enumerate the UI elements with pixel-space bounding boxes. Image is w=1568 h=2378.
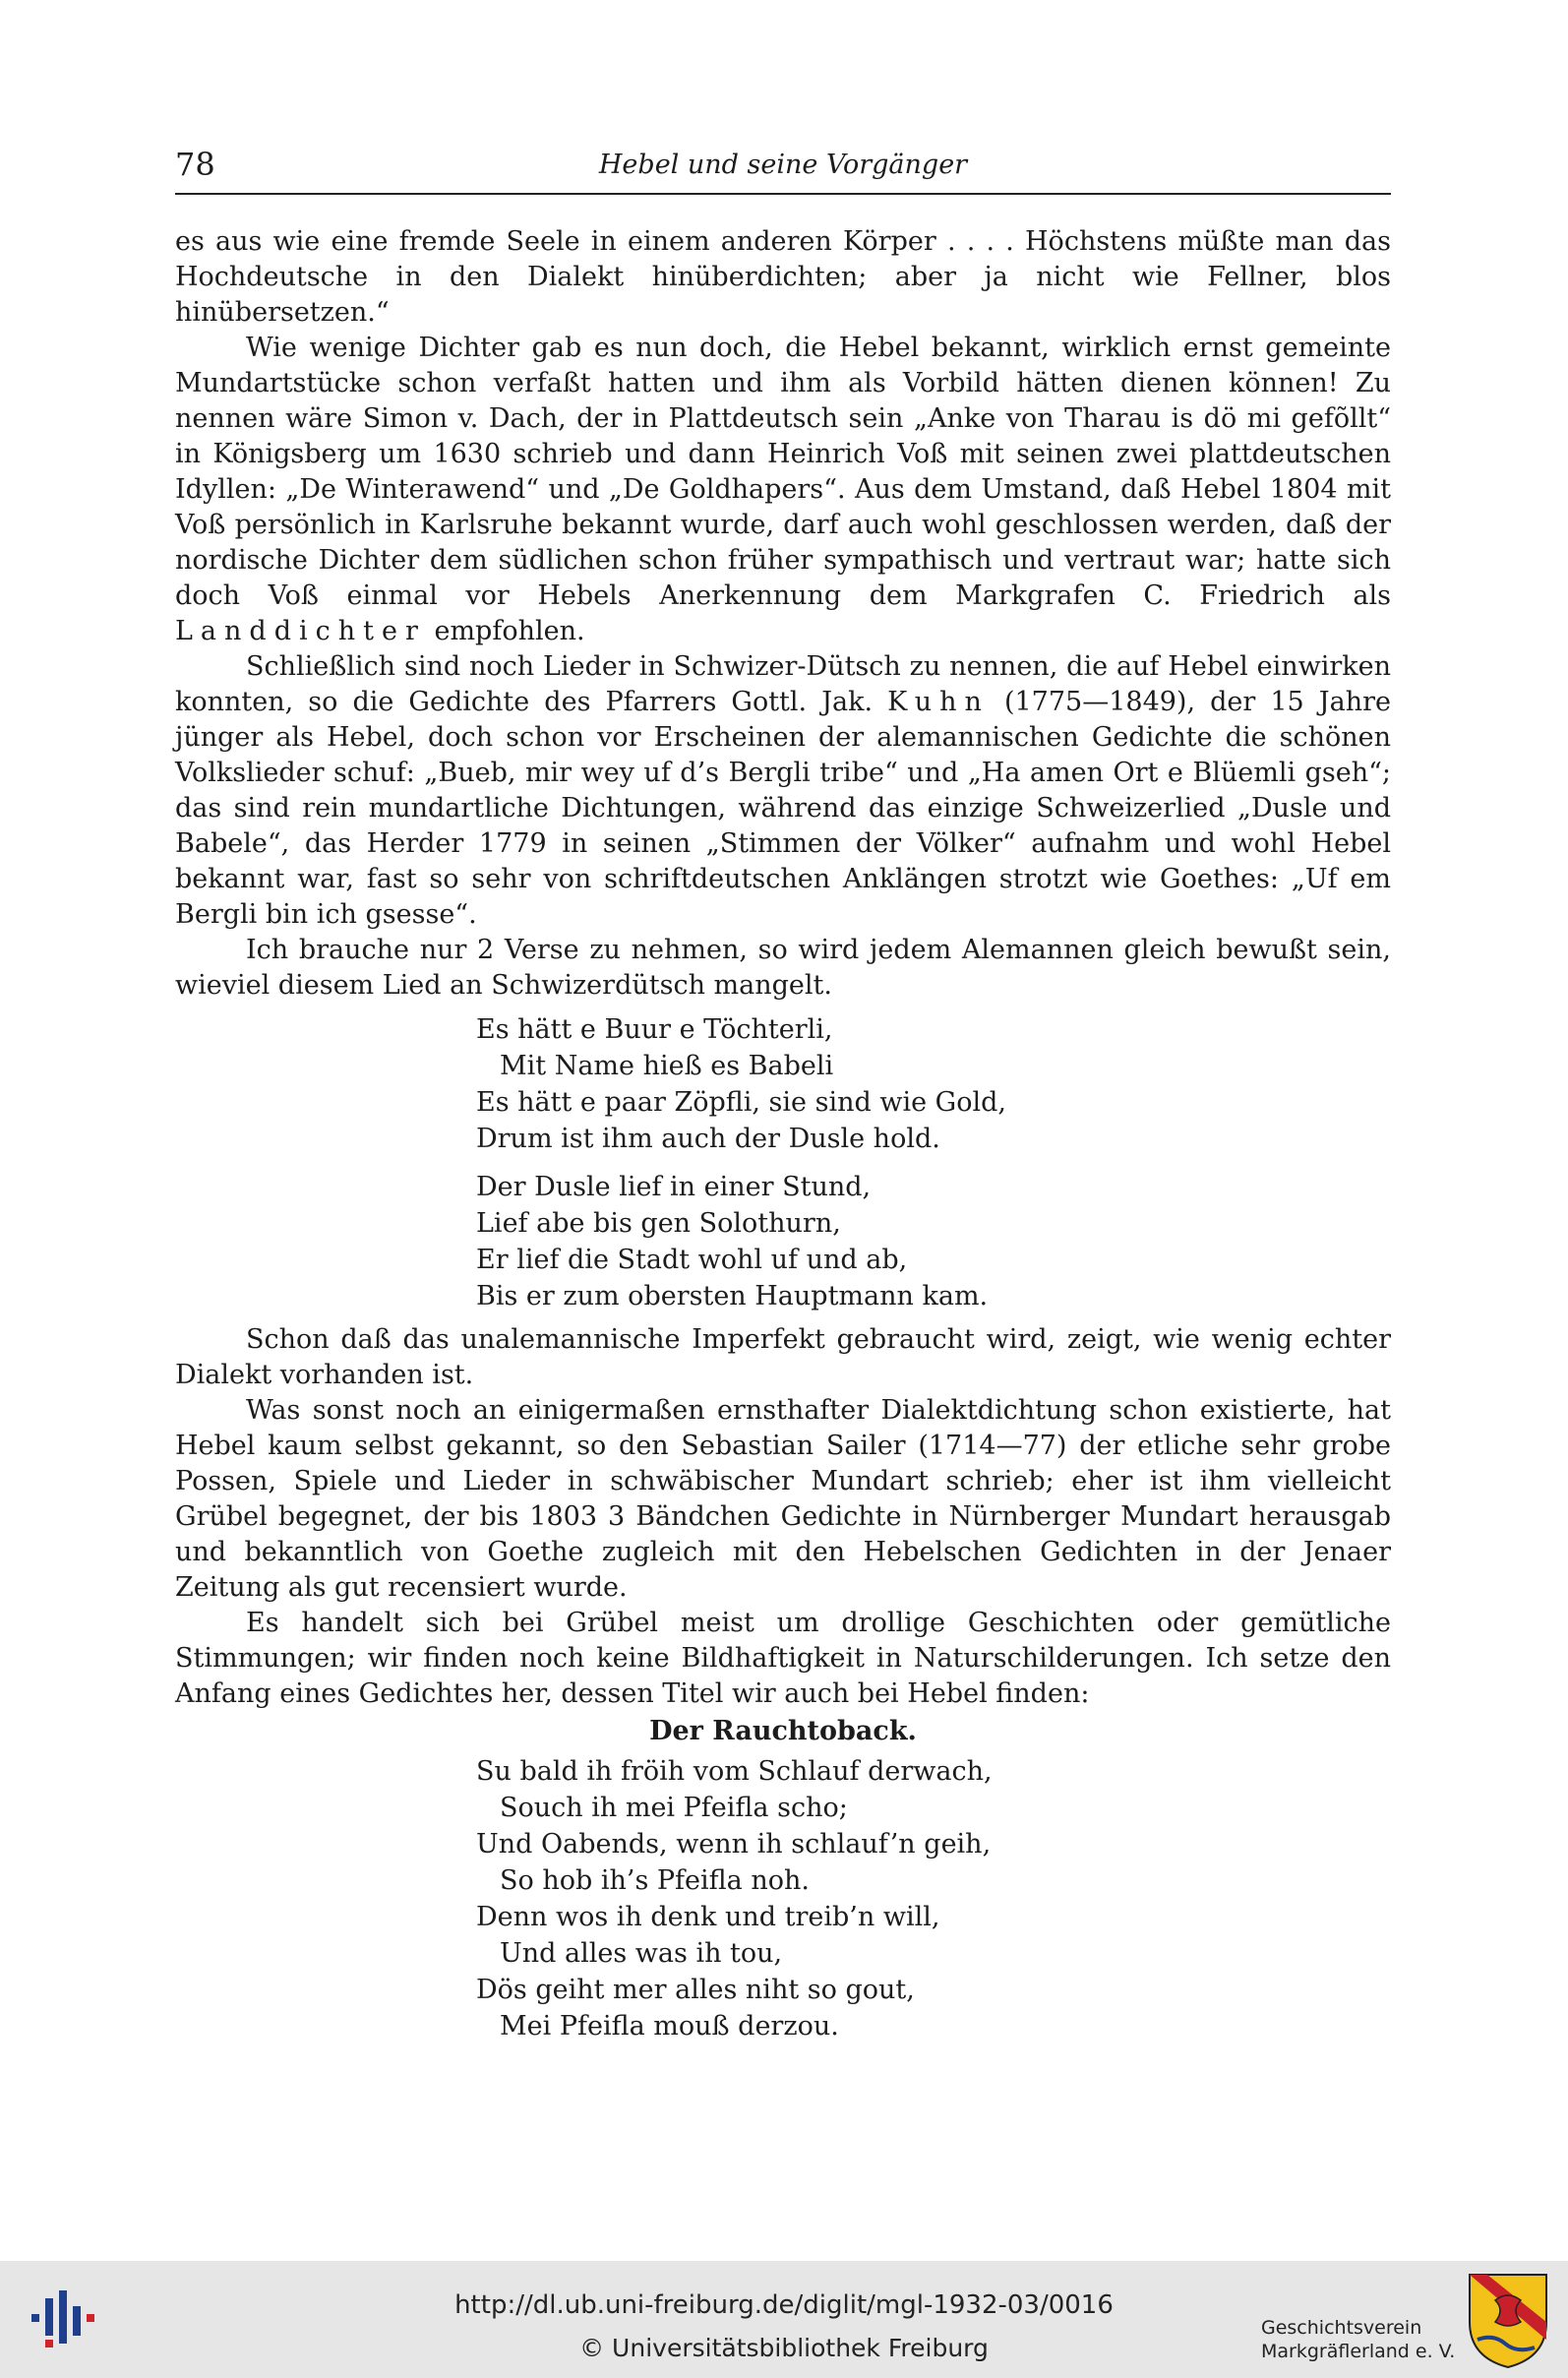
- verse-line: Bis er zum obersten Hauptmann kam.: [476, 1281, 989, 1311]
- page-header: [175, 146, 1391, 191]
- organization-name: Geschichtsverein Markgräflerland e. V.: [1261, 2317, 1456, 2362]
- footer-bar: [0, 2261, 1568, 2378]
- paragraph: Wie wenige Dichter gab es nun doch, die Hebel bekannt, wirklich ernst gemeinte Mundartstücke schon verfaßt hatten und ihm als Vorbild hätten dienen können! Zu nennen wäre Simon v. Dach, der in Plattdeutsch sein „Anke von Tharau is dö mi gefõllt“ in Königsberg um 1630 schrieb und dann Heinrich Voß mit seinen zwei plattdeutschen Idyllen: „De Winterawend“ und „De Goldhapers“. Aus dem Umstand, daß Hebel 1804 mit Voß persönlich in Karlsruhe bekannt wurde, darf auch wohl geschlossen werden, daß der nordische Dichter dem südlichen schon früher sympathisch und vertraut war; hatte sich doch Voß einmal vor Hebels Anerkennung dem Markgrafen C. Friedrich als Landdichter empfohlen.: [175, 333, 1391, 646]
- page-body: [175, 224, 1391, 2052]
- poem-title: Der Rauchtoback.: [649, 1716, 917, 1746]
- poem-line: Und Oabends, wenn ih schlauf’n geih,: [476, 1829, 992, 1860]
- paragraph: Schon daß das unalemannische Imperfekt gebraucht wird, zeigt, wie wenig echter Dialekt vorhanden ist.: [175, 1324, 1391, 1390]
- spaced-emphasis: Landdichter: [175, 616, 426, 646]
- poem-line: Su bald ih fröih vom Schlauf derwach,: [476, 1756, 993, 1787]
- verse-line: Er lief die Stadt wohl uf und ab,: [476, 1245, 908, 1275]
- spaced-emphasis: Kuhn: [887, 687, 990, 717]
- page-number: 78: [175, 146, 215, 183]
- copyright-text: © Universitätsbibliothek Freiburg: [579, 2334, 989, 2362]
- running-title: Hebel und seine Vorgänger: [598, 150, 968, 180]
- poem-line: Dös geiht mer alles niht so gout,: [476, 1975, 915, 2005]
- verse-line: Es hätt e Buur e Töchterli,: [476, 1014, 833, 1045]
- verse-line: Mit Name hieß es Babeli: [500, 1051, 834, 1081]
- document-url-link[interactable]: http://dl.ub.uni-freiburg.de/diglit/mgl-1932-03/0016: [454, 2290, 1114, 2320]
- poem-line: Und alles was ih tou,: [500, 1938, 783, 1969]
- poem-line: Mei Pfeifla mouß derzou.: [500, 2011, 839, 2042]
- paragraph: Schließlich sind noch Lieder in Schwizer-Dütsch zu nennen, die auf Hebel einwirken konnten, so die Gedichte des Pfarrers Gottl. Jak. Kuhn (1775—1849), der 15 Jahre jünger als Hebel, doch schon vor Erscheinen der alemannischen Gedichte die schönen Volkslieder schuf: „Bueb, mir wey uf d’s Bergli tribe“ und „Ha amen Ort e Blüemli gseh“; das sind rein mundartliche Dichtungen, während das einzige Schweizerlied „Dusle und Babele“, das Herder 1779 in seinen „Stimmen der Völker“ aufnahm und wohl Hebel bekannt war, fast so sehr von schriftdeutschen Anklängen strotzt wie Goethes: „Uf em Bergli bin ich gsesse“.: [175, 651, 1391, 930]
- stanza-gap: [476, 1157, 1391, 1169]
- verse-line: Lief abe bis gen Solothurn,: [476, 1208, 841, 1239]
- header-rule: [175, 193, 1391, 195]
- verse-line: Drum ist ihm auch der Dusle hold.: [476, 1124, 940, 1154]
- paragraph: Ich brauche nur 2 Verse zu nehmen, so wird jedem Alemannen gleich bewußt sein, wieviel diesem Lied an Schwizerdütsch mangelt.: [175, 935, 1391, 1001]
- verse-line: Der Dusle lief in einer Stund,: [476, 1172, 872, 1202]
- verse-line: Es hätt e paar Zöpfli, sie sind wie Gold,: [476, 1087, 1006, 1118]
- poem-line: Denn wos ih denk und treib’n will,: [476, 1902, 940, 1932]
- coat-of-arms-icon: [1466, 2271, 1550, 2369]
- poem: [476, 1753, 1391, 2044]
- verse-quote: [476, 1011, 1391, 1314]
- paragraph: Es handelt sich bei Grübel meist um drollige Geschichten oder gemütliche Stimmungen; wir finden noch keine Bildhaftigkeit in Naturschilderungen. Ich setze den Anfang eines Gedichtes her, dessen Titel wir auch bei Hebel finden:: [175, 1608, 1391, 1709]
- paragraph: es aus wie eine fremde Seele in einem anderen Körper . . . . Höchstens müßte man das Hochdeutsche in den Dialekt hinüberdichten; aber ja nicht wie Fellner, blos hinübersetzen.“: [175, 226, 1391, 328]
- poem-line: Souch ih mei Pfeifla scho;: [500, 1793, 848, 1823]
- poem-line: So hob ih’s Pfeifla noh.: [500, 1865, 810, 1896]
- paragraph: Was sonst noch an einigermaßen ernsthafter Dialektdichtung schon existierte, hat Hebel kaum selbst gekannt, so den Sebastian Sailer (1714—77) der etliche sehr grobe Possen, Spiele und Lieder in schwäbischer Mundart schrieb; eher ist ihm vielleicht Grübel begegnet, der bis 1803 3 Bändchen Gedichte in Nürnberger Mundart herausgab und bekanntlich von Goethe zugleich mit den Hebelschen Gedichten in der Jenaer Zeitung als gut recensiert wurde.: [175, 1395, 1391, 1603]
